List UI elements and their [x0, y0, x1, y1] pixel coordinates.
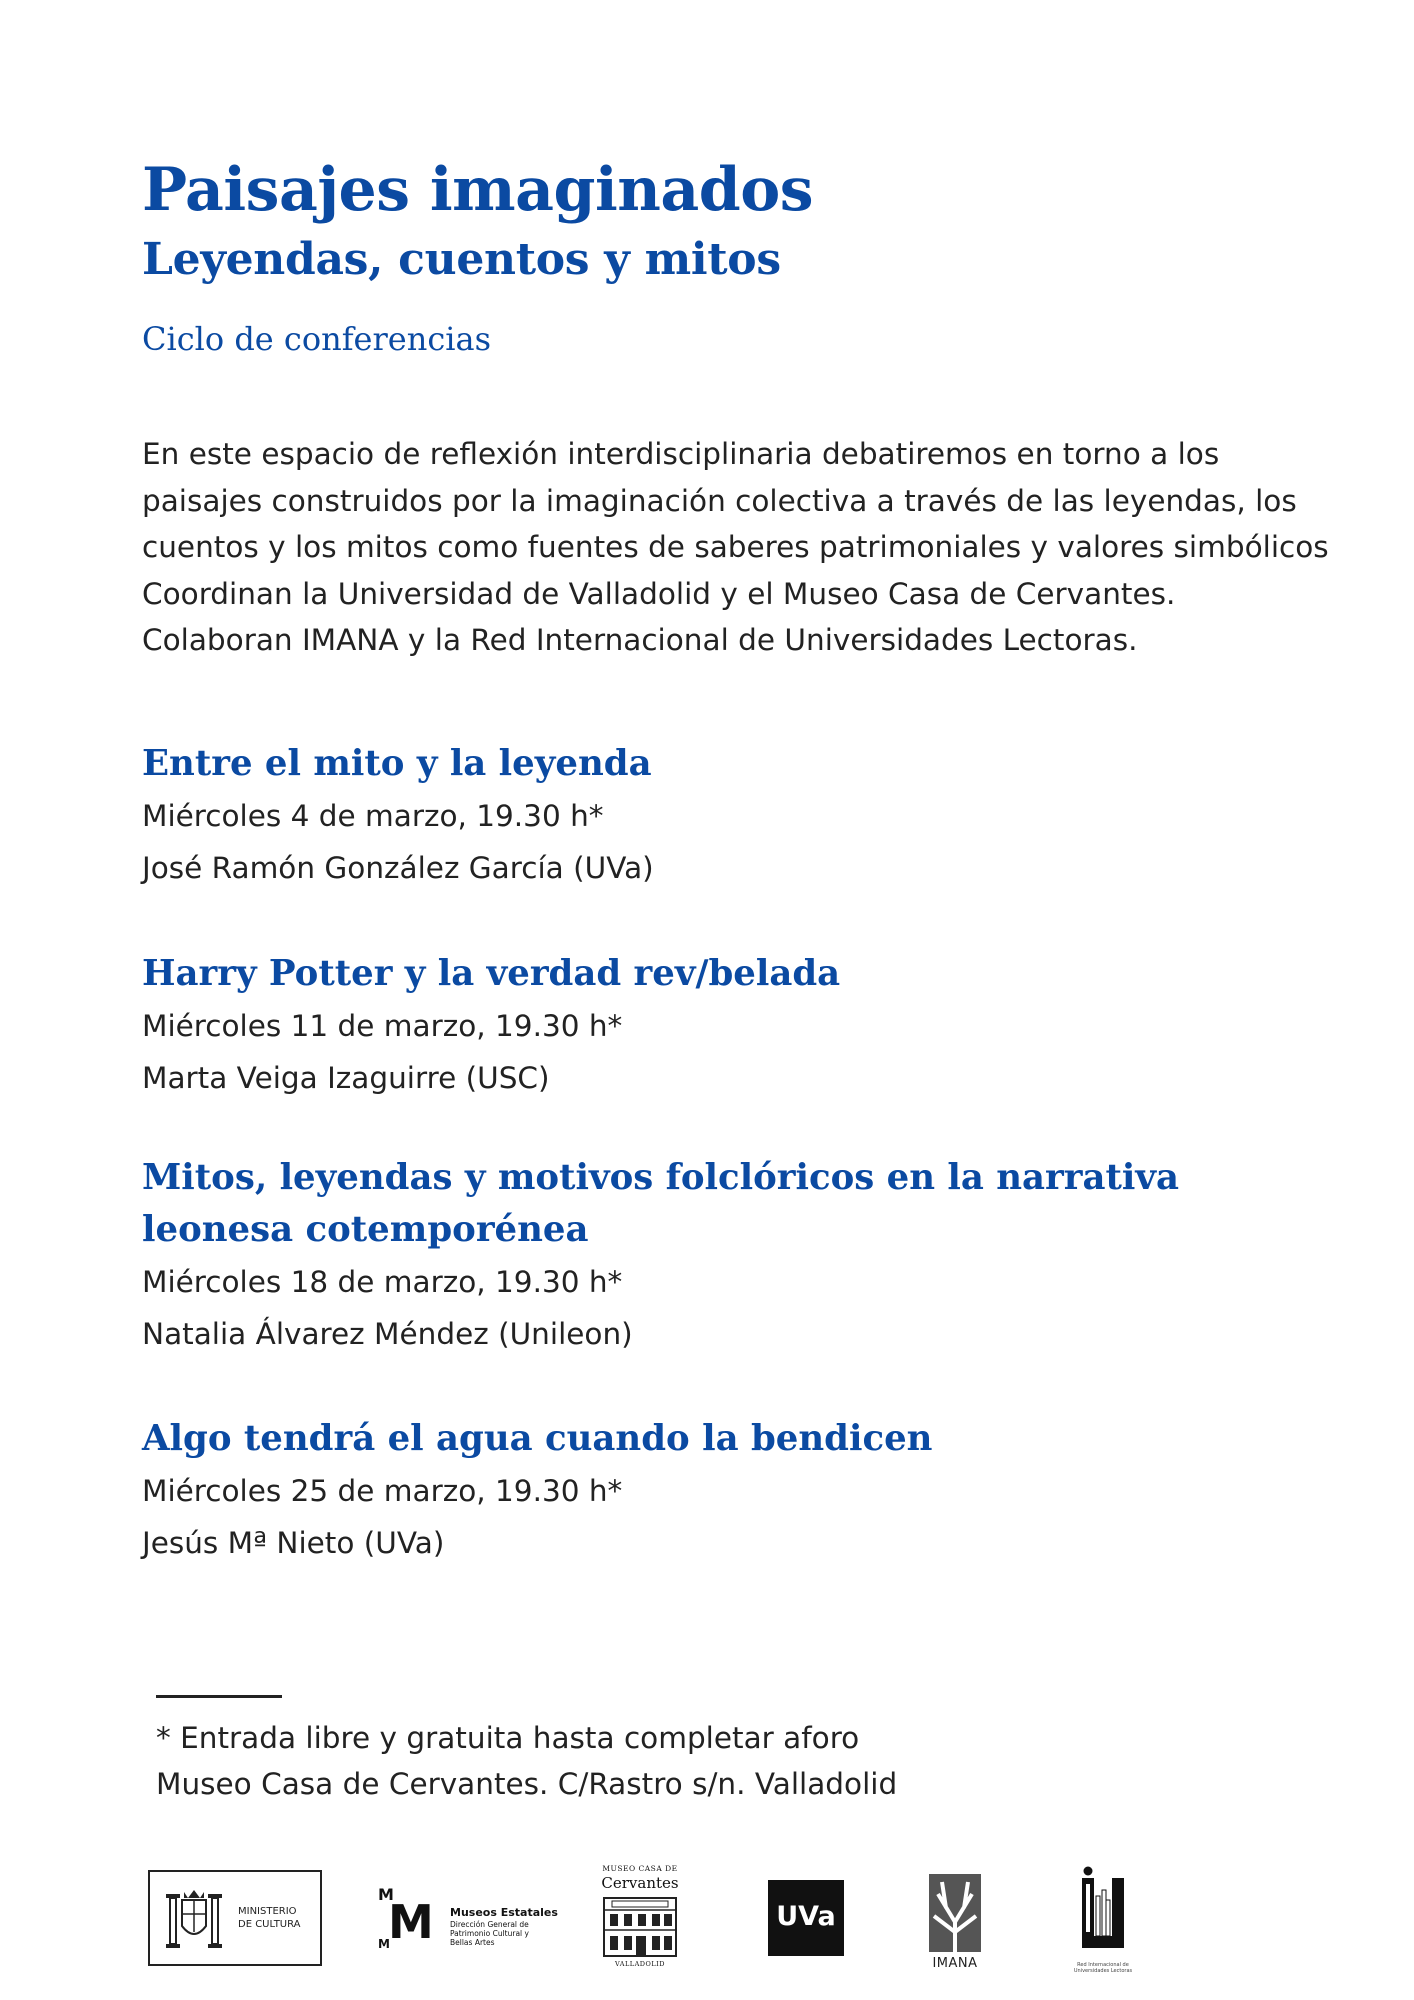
talk-title: leonesa cotemporénea	[142, 1209, 589, 1250]
intro-line: cuentos y los mitos como fuentes de saberes patrimoniales y valores simbólicos	[142, 530, 1329, 564]
intro-line: Coordinan la Universidad de Valladolid y el Museo Casa de Cervantes.	[142, 576, 1176, 611]
imana-tree-icon	[920, 1872, 990, 1954]
talk-date: Miércoles 11 de marzo, 19.30 h*	[142, 1009, 623, 1043]
talk-speaker: Marta Veiga Izaguirre (USC)	[142, 1061, 550, 1095]
footnote-line: * Entrada libre y gratuita hasta completar aforo	[156, 1721, 860, 1755]
building-icon	[602, 1896, 678, 1958]
series-label: Ciclo de conferencias	[142, 320, 491, 358]
cervantes-name: Cervantes	[601, 1874, 679, 1892]
intro-paragraph	[142, 431, 1382, 664]
svg-text:M: M	[378, 1937, 390, 1950]
talk-date: Miércoles 4 de marzo, 19.30 h*	[142, 799, 604, 833]
museos-m-icon	[378, 1886, 442, 1950]
cervantes-bottom-label: VALLADOLID	[615, 1960, 665, 1968]
coat-of-arms-icon	[162, 1886, 226, 1952]
svg-text:M: M	[378, 1886, 394, 1904]
talk-date: Miércoles 25 de marzo, 19.30 h*	[142, 1474, 623, 1508]
talk-title: Algo tendrá el agua cuando la bendicen	[142, 1418, 933, 1459]
casa-cervantes-logo	[598, 1864, 682, 1972]
imana-label: IMANA	[932, 1956, 978, 1971]
talk-item	[142, 948, 1342, 1104]
intro-line: paisajes construidos por la imaginación colectiva a través de las leyendas, los	[142, 483, 1297, 518]
museos-estatales-logo	[378, 1882, 558, 1962]
footnote-line: Museo Casa de Cervantes. C/Rastro s/n. Valladolid	[156, 1767, 898, 1801]
red-u-icon	[1068, 1866, 1138, 1960]
page-subtitle: Leyendas, cuentos y mitos	[142, 234, 781, 285]
uva-label: UVa	[776, 1901, 836, 1932]
footnote	[156, 1715, 897, 1807]
museos-name: Museos Estatales	[450, 1906, 558, 1919]
talk-title: Harry Potter y la verdad rev/belada	[142, 953, 841, 994]
talk-item	[142, 1152, 1342, 1360]
ministerio-label	[238, 1905, 301, 1931]
museos-detail: Dirección General de Patrimonio Cultural y Bellas Artes	[450, 1920, 529, 1947]
red-universidades-logo	[1068, 1866, 1138, 1972]
talk-speaker: Jesús Mª Nieto (UVa)	[142, 1526, 445, 1560]
intro-line: En este espacio de reflexión interdisciplinaria debatiremos en torno a los	[142, 437, 1220, 471]
talk-date: Miércoles 18 de marzo, 19.30 h*	[142, 1265, 623, 1299]
talk-speaker: Natalia Álvarez Méndez (Unileon)	[142, 1317, 633, 1351]
talk-title: Mitos, leyendas y motivos folclóricos en la narrativa	[142, 1157, 1179, 1198]
footnote-divider	[156, 1695, 282, 1698]
sponsor-logos	[0, 1860, 1414, 1980]
ministerio-label-line: DE CULTURA	[238, 1919, 301, 1930]
page-title: Paisajes imaginados	[142, 155, 814, 225]
red-label: Red Internacional de Universidades Lectoras	[1073, 1962, 1133, 1974]
ministerio-cultura-logo	[148, 1870, 322, 1966]
intro-line: Colaboran IMANA y la Red Internacional de Universidades Lectoras.	[142, 623, 1138, 657]
cervantes-top-label: MUSEO CASA DE	[602, 1864, 678, 1873]
talk-item	[142, 1413, 1342, 1569]
talk-title: Entre el mito y la leyenda	[142, 743, 652, 784]
uva-logo	[768, 1880, 844, 1956]
imana-logo	[920, 1872, 990, 1972]
talk-speaker: José Ramón González García (UVa)	[142, 851, 654, 885]
svg-text:M: M	[388, 1895, 434, 1949]
ministerio-label-line: MINISTERIO	[238, 1906, 297, 1917]
talk-item	[142, 738, 1342, 894]
